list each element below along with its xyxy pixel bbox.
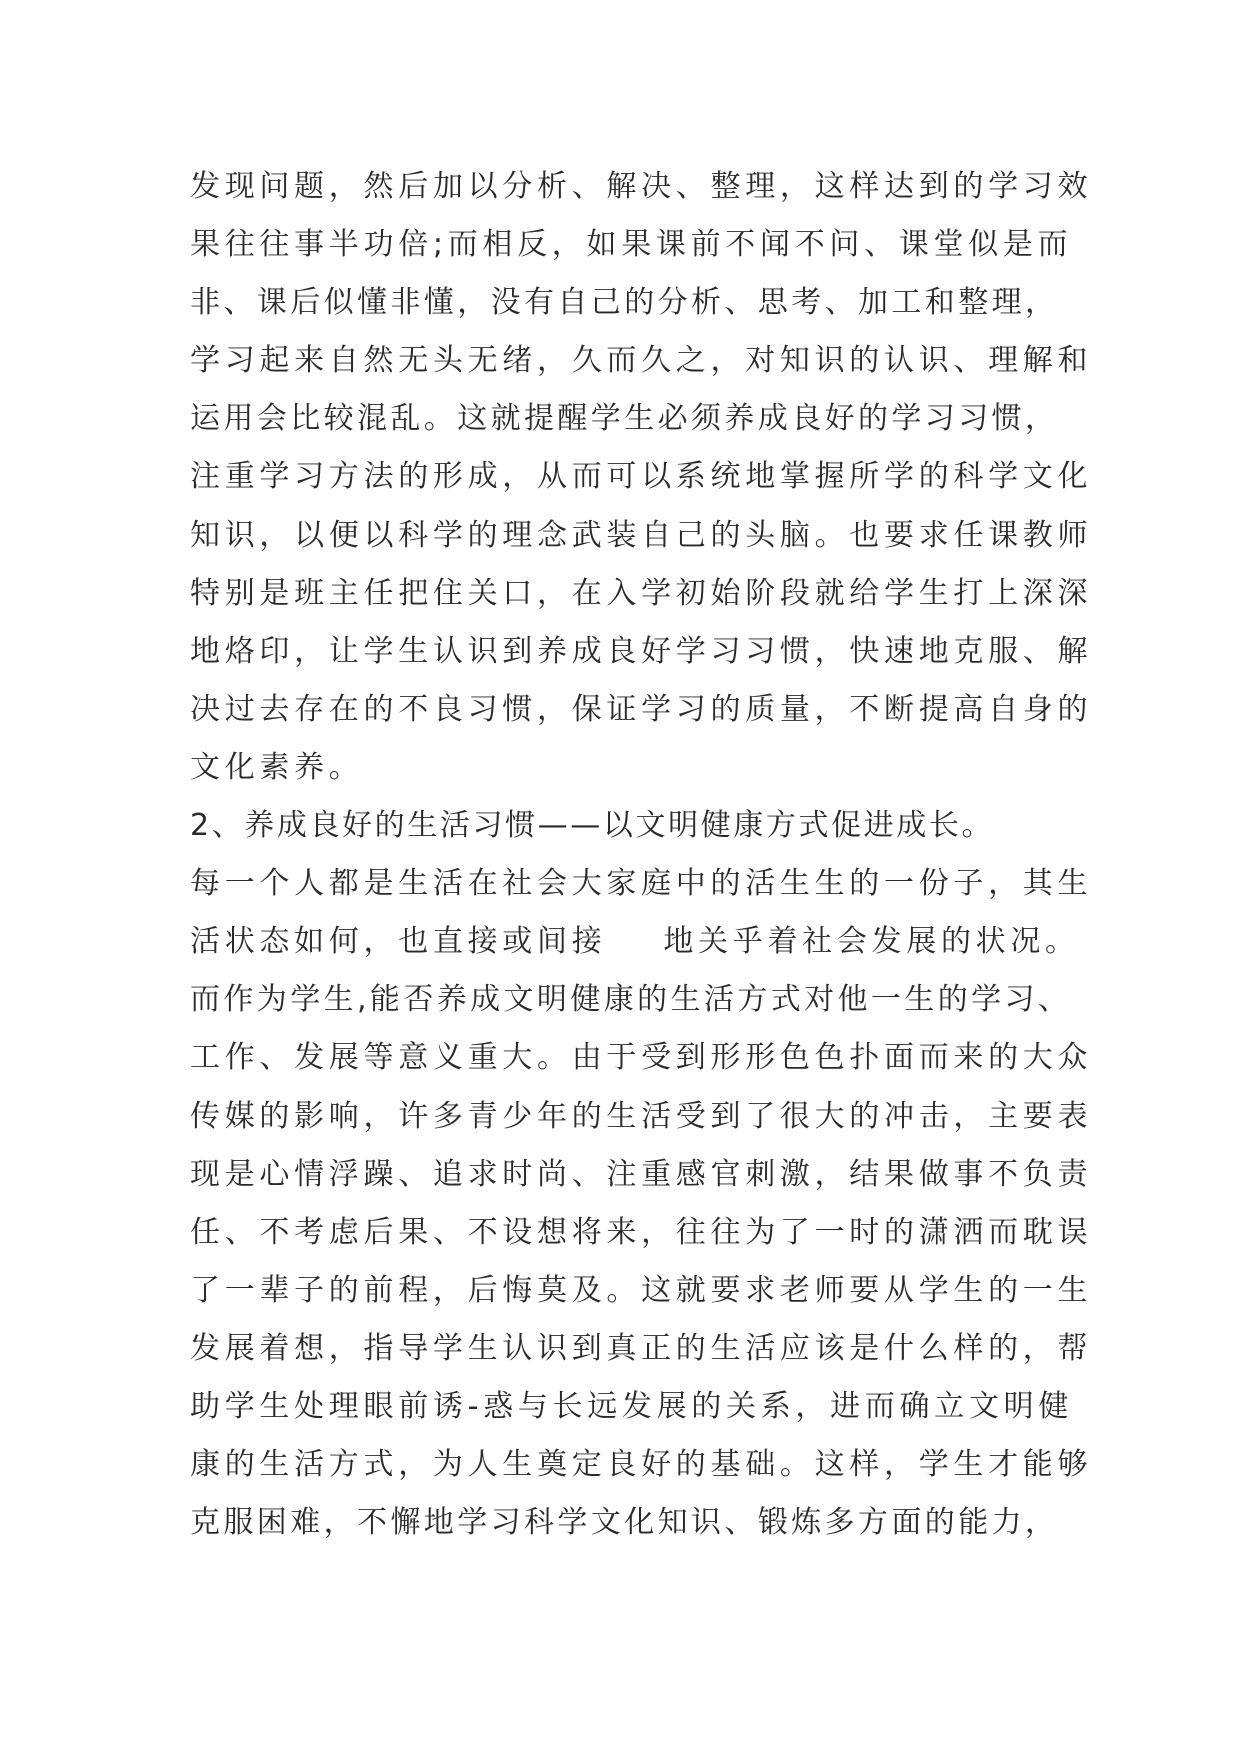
- text-line: 注重学习方法的形成，从而可以系统地掌握所学的科学文化: [190, 459, 1093, 495]
- text-line: 活状态如何，也直接或间接 地关乎着社会发展的状况。: [190, 924, 1080, 960]
- text-line: 特别是班主任把住关口，在入学初始阶段就给学生打上深深: [190, 575, 1093, 611]
- text-line: 决过去存在的不良习惯，保证学习的质量，不断提高自身的: [190, 691, 1093, 727]
- text-line: 现是心情浮躁、追求时尚、注重感官刺激，结果做事不负责: [190, 1156, 1093, 1192]
- section-heading: 2、养成良好的生活习惯——以文明健康方式促进成长。: [190, 808, 995, 844]
- text-line: 克服困难，不懈地学习科学文化知识、锻炼多方面的能力，: [190, 1505, 1059, 1541]
- text-line: 运用会比较混乱。这就提醒学生必须养成良好的学习习惯，: [190, 401, 1059, 437]
- text-line: 发现问题，然后加以分析、解决、整理，这样达到的学习效: [190, 169, 1093, 204]
- text-line: 工作、发展等意义重大。由于受到形形色色扑面而来的大众: [190, 1040, 1093, 1076]
- text-line: 发展着想，指导学生认识到真正的生活应该是什么样的，帮: [190, 1330, 1093, 1366]
- text-line: 学习起来自然无头无绪，久而久之，对知识的认识、理解和: [190, 343, 1093, 379]
- body-text: [190, 158, 1093, 1552]
- text-line: 果往往事半功倍;而相反，如果课前不闻不问、课堂似是而: [190, 227, 1073, 263]
- text-line: 任、不考虑后果、不设想将来，往往为了一时的潇洒而耽误: [190, 1214, 1093, 1250]
- text-line: 知识，以便以科学的理念武装自己的头脑。也要求任课教师: [190, 517, 1093, 553]
- text-line: 传媒的影响，许多青少年的生活受到了很大的冲击，主要表: [190, 1098, 1093, 1134]
- text-line: 康的生活方式，为人生奠定良好的基础。这样，学生才能够: [190, 1447, 1093, 1483]
- text-line: 非、课后似懂非懂，没有自己的分析、思考、加工和整理，: [190, 285, 1059, 321]
- text-line: 地烙印，让学生认识到养成良好学习习惯，快速地克服、解: [190, 633, 1093, 669]
- text-line: 而作为学生,能否养成文明健康的生活方式对他一生的学习、: [190, 982, 1072, 1018]
- text-line: 每一个人都是生活在社会大家庭中的活生生的一份子，其生: [190, 866, 1093, 902]
- text-line: 了一辈子的前程，后悔莫及。这就要求老师要从学生的一生: [190, 1272, 1093, 1308]
- text-line: 助学生处理眼前诱-惑与长远发展的关系，进而确立文明健: [190, 1388, 1074, 1424]
- text-line: 文化素养。: [190, 749, 364, 785]
